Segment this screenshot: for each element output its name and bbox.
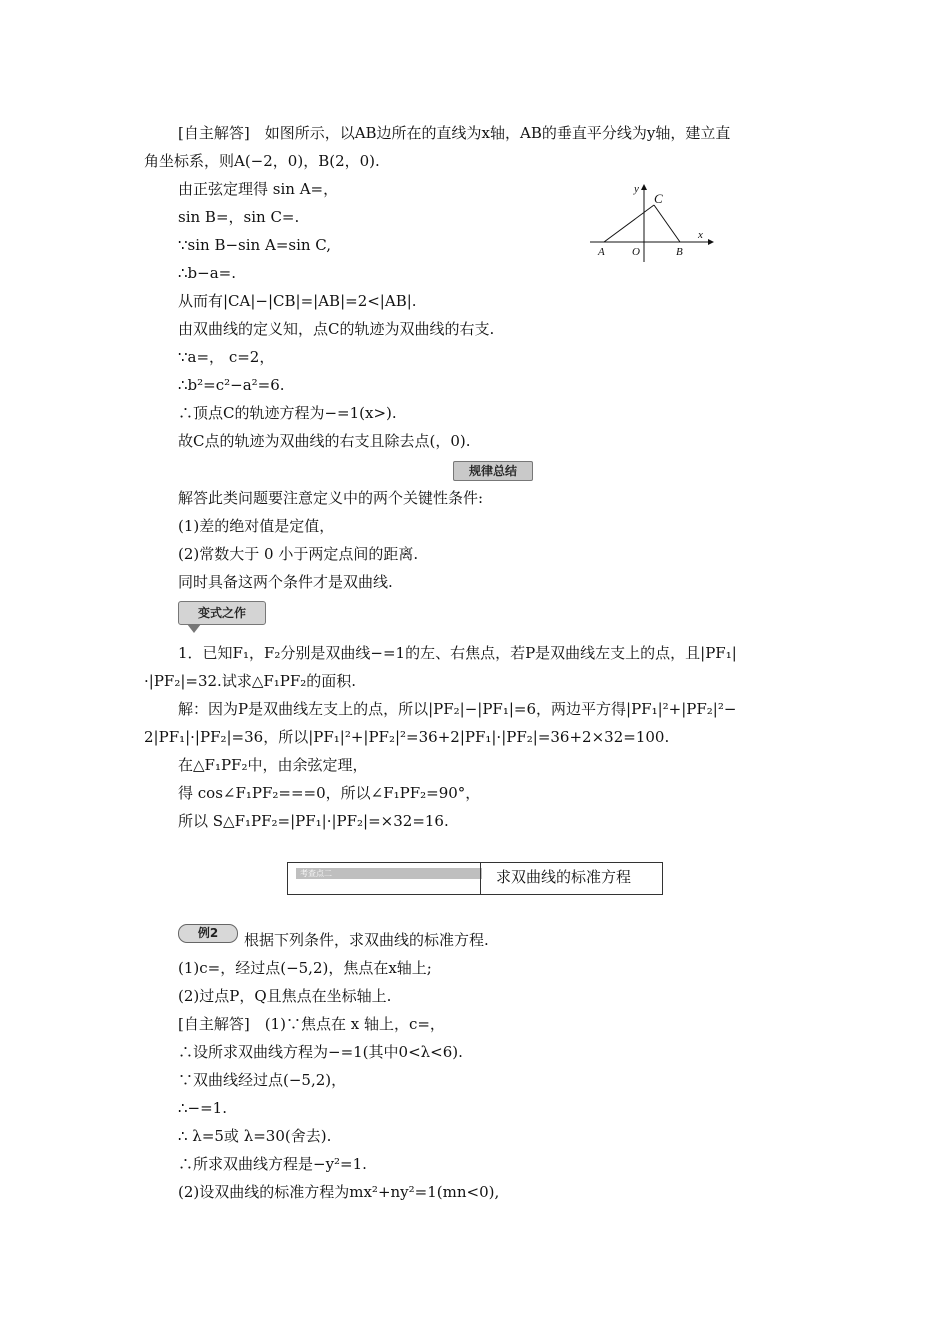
line-16: 同时具备这两个条件才是双曲线. [178, 573, 393, 591]
line-17: 1．已知F₁，F₂分别是双曲线−=1的左、右焦点，若P是双曲线左支上的点，且|PF₁| [178, 644, 737, 662]
label-y: y [634, 183, 639, 195]
line-4: sin B=，sin C=. [178, 208, 300, 226]
label-c: C [654, 191, 663, 206]
line-10: ∴b²=c²−a²=6. [178, 376, 285, 394]
label-a: A [598, 246, 605, 258]
line-21: 在△F₁PF₂中，由余弦定理， [178, 756, 368, 774]
line-30: ∴−=1. [178, 1099, 227, 1117]
line-27: [自主解答] (1)∵焦点在 x 轴上，c=， [178, 1015, 445, 1033]
label-b: B [676, 246, 683, 258]
variant-badge: 变式之作 [178, 601, 266, 625]
line-19: 解：因为P是双曲线左支上的点，所以|PF₂|−|PF₁|=6，两边平方得|PF₁|²+|PF₂|²− [178, 700, 737, 718]
line-7: 从而有|CA|−|CB|=|AB|=2<|AB|. [178, 292, 417, 310]
example-badge: 例2 [178, 924, 238, 943]
topic-title-box [287, 862, 663, 895]
line-9: ∵a=， c=2， [178, 348, 275, 366]
triangle-figure [590, 180, 720, 265]
line-13: 解答此类问题要注意定义中的两个关键性条件: [178, 489, 484, 507]
topic-divider [480, 863, 481, 894]
line-33: (2)设双曲线的标准方程为mx²+ny²=1(mn<0), [178, 1183, 500, 1201]
label-o: O [632, 246, 640, 258]
line-24: 根据下列条件，求双曲线的标准方程. [244, 931, 489, 949]
line-32: ∴所求双曲线方程是−y²=1. [178, 1155, 367, 1173]
line-15: (2)常数大于 0 小于两定点间的距离. [178, 545, 419, 563]
line-22: 得 cos∠F₁PF₂===0，所以∠F₁PF₂=90°， [178, 784, 481, 802]
line-8: 由双曲线的定义知，点C的轨迹为双曲线的右支. [178, 320, 495, 338]
line-18: ·|PF₂|=32.试求△F₁PF₂的面积. [144, 672, 357, 690]
line-1: [自主解答] 如图所示，以AB边所在的直线为x轴，AB的垂直平分线为y轴，建立直 [178, 124, 731, 142]
line-14: (1)差的绝对值是定值， [178, 517, 335, 535]
line-12: 故C点的轨迹为双曲线的右支且除去点(，0). [178, 432, 471, 450]
line-5: ∵sin B−sin A=sin C, [178, 236, 332, 254]
line-25: (1)c=，经过点(−5,2)，焦点在x轴上; [178, 959, 432, 977]
line-6: ∴b−a=. [178, 264, 236, 282]
line-3: 由正弦定理得 sin A=， [178, 180, 339, 198]
rule-summary-badge: 规律总结 [453, 461, 533, 481]
line-20: 2|PF₁|·|PF₂|=36，所以|PF₁|²+|PF₂|²=36+2|PF₁|·|PF₂|=36+2×32=100. [144, 728, 670, 746]
line-11: ∴顶点C的轨迹方程为−=1(x>). [178, 404, 397, 422]
topic-title: 求双曲线的标准方程 [496, 868, 632, 886]
topic-tag: 考查点二 [296, 868, 482, 879]
line-31: ∴ λ=5或 λ=30(舍去). [178, 1127, 332, 1145]
line-23: 所以 S△F₁PF₂=|PF₁|·|PF₂|=×32=16. [178, 812, 449, 830]
line-29: ∵双曲线经过点(−5,2)， [178, 1071, 347, 1089]
line-2: 角坐标系，则A(−2，0)，B(2，0). [144, 152, 380, 170]
line-26: (2)过点P，Q且焦点在坐标轴上. [178, 987, 392, 1005]
label-x: x [698, 229, 703, 241]
line-28: ∴设所求双曲线方程为−=1(其中0<λ<6). [178, 1043, 463, 1061]
